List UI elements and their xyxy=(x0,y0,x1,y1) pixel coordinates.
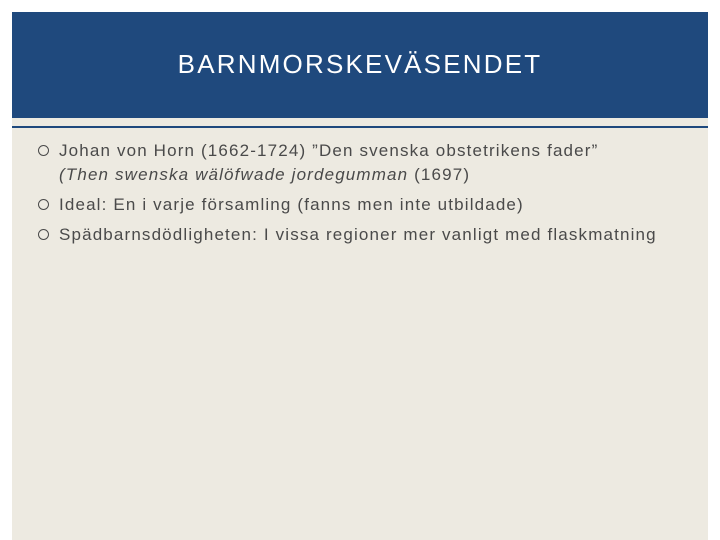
circle-bullet-icon xyxy=(38,145,49,156)
bullet-text: Ideal: En i varje församling (fanns men inte utbildade) xyxy=(59,195,524,214)
circle-bullet-icon xyxy=(38,199,49,210)
circle-bullet-icon xyxy=(38,229,49,240)
slide xyxy=(12,12,708,540)
bullet-text-tail: (1697) xyxy=(408,165,471,184)
bullet-text: Spädbarnsdödligheten: I vissa regioner mer vanligt med flaskmatning xyxy=(59,225,657,244)
bullet-list xyxy=(34,139,694,253)
title-divider xyxy=(12,126,708,128)
list-item xyxy=(34,193,694,217)
list-item xyxy=(34,139,694,187)
bullet-italic-text: (Then swenska wälöfwade jordegumman xyxy=(59,165,409,184)
list-item xyxy=(34,223,694,247)
slide-title: BARNMORSKEVÄSENDET xyxy=(177,48,543,79)
bullet-text: Johan von Horn (1662-1724) ”Den svenska obstetrikens fader” xyxy=(59,141,599,160)
